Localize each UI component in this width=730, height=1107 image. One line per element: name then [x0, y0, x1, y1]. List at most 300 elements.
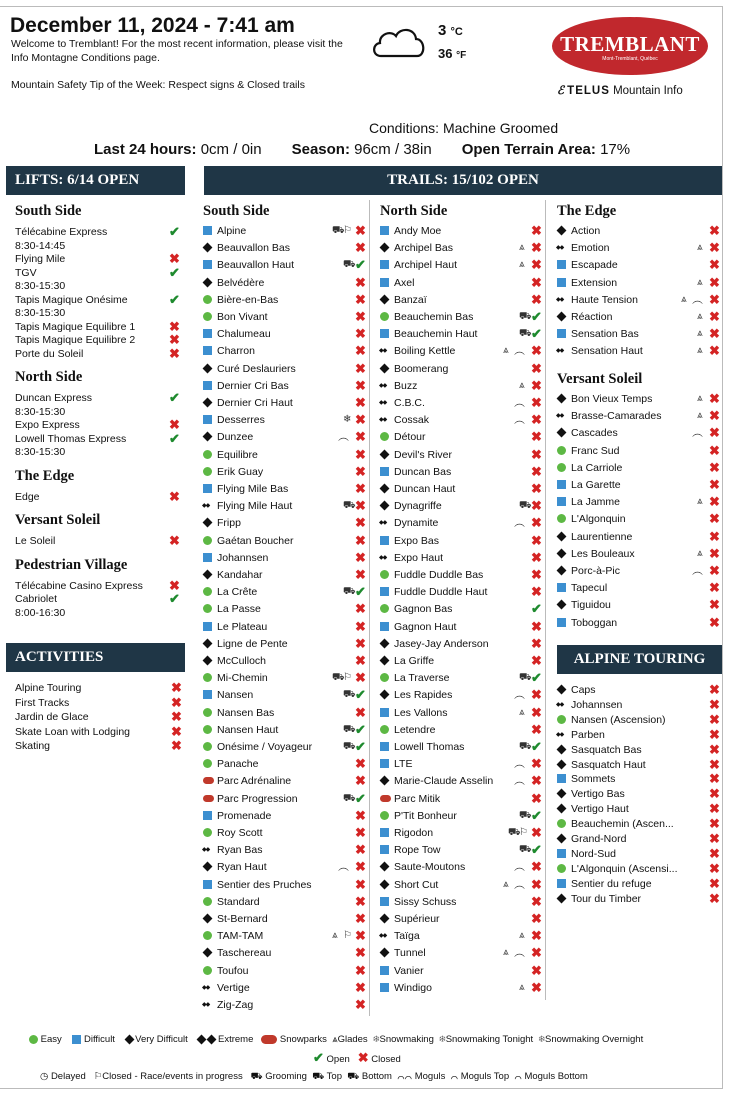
- top-rule: [0, 6, 722, 7]
- grooming-icon: ⛟: [519, 311, 532, 322]
- closed-x-icon: ✖: [531, 343, 542, 359]
- glades-icon: ⩓: [697, 242, 703, 254]
- closed-x-icon: ✖: [709, 442, 720, 458]
- glades-icon: ⩓: [332, 930, 338, 942]
- closed-x-icon: ✖: [709, 223, 720, 238]
- easy-icon: [380, 312, 389, 321]
- lift-name: Tapis Magique Equilibre 2: [15, 334, 136, 346]
- trail-name: Devil's River: [394, 448, 453, 461]
- snowmaking-icon: ❄: [343, 414, 352, 426]
- glades-icon: ⩓: [519, 706, 525, 718]
- closed-x-icon: ✖: [531, 584, 542, 600]
- closed-x-icon: ✖: [171, 723, 182, 739]
- closed-x-icon: ✖: [709, 511, 720, 527]
- legend-row-2: ✔ Open ✖ Closed: [313, 1050, 401, 1065]
- closed-x-icon: ✖: [355, 429, 366, 445]
- closed-x-icon: ✖: [355, 395, 366, 410]
- closed-x-icon: ✖: [531, 790, 542, 806]
- closed-x-icon: ✖: [531, 618, 542, 634]
- closed-x-icon: ✖: [709, 580, 720, 596]
- closed-x-icon: ✖: [531, 979, 542, 995]
- closed-x-icon: ✖: [531, 653, 542, 668]
- trail-name: Ryan Haut: [217, 861, 267, 874]
- trail-name: Extension: [571, 276, 618, 289]
- difficult-icon: [203, 553, 212, 562]
- grooming-icon: ⛟: [508, 827, 521, 838]
- difficult-icon: [557, 774, 566, 783]
- clock-icon: ◷: [40, 1071, 49, 1082]
- activity-name: First Tracks: [15, 696, 70, 709]
- closed-x-icon: ✖: [355, 481, 366, 496]
- very-difficult-icon: [380, 243, 390, 253]
- closed-x-icon: ✖: [531, 291, 542, 307]
- difficult-icon: [380, 759, 389, 768]
- open-check-icon: ✔: [531, 670, 542, 686]
- trail-name: Roy Scott: [217, 827, 263, 839]
- touring-name: Johannsen: [571, 698, 623, 711]
- very-difficult-icon: [557, 394, 567, 404]
- lifts-header: LIFTS: 6/14 OPEN: [6, 166, 185, 195]
- very-difficult-icon: [203, 570, 213, 580]
- trail-name: Vertige: [217, 981, 250, 994]
- lift-hours: 8:30-15:30: [15, 307, 66, 319]
- closed-x-icon: ✖: [531, 377, 542, 393]
- closed-x-icon: ✖: [709, 597, 720, 613]
- trail-name: Dernier Cri Haut: [217, 397, 293, 409]
- glades-icon: ⩓: [697, 328, 703, 340]
- trail-name: LTE: [394, 758, 413, 771]
- trail-name: Beauvallon Haut: [217, 259, 295, 272]
- open-check-icon: ✔: [355, 790, 366, 806]
- closed-x-icon: ✖: [355, 377, 366, 393]
- open-check-icon: ✔: [355, 687, 366, 703]
- trails-header: TRAILS: 15/102 OPEN: [204, 166, 722, 195]
- moguls-icon: ︵: [692, 293, 703, 306]
- very-difficult-icon: [124, 1035, 134, 1045]
- easy-icon: [203, 467, 212, 476]
- trail-name: Fuddle Duddle Haut: [394, 586, 488, 599]
- trail-name: TAM-TAM: [217, 930, 264, 943]
- trail-name: Porc-à-Pic: [571, 565, 621, 577]
- grooming-icon: ⛟: [343, 723, 356, 735]
- welcome-text: Welcome to Tremblant! For the most recent information, please visit the Info Montagne Conditions page.: [11, 38, 343, 64]
- trail-name: Flying Mile Haut: [217, 500, 293, 513]
- grooming-icon: ⛟: [519, 672, 532, 684]
- closed-x-icon: ✖: [709, 614, 720, 630]
- difficult-icon: [203, 381, 212, 390]
- touring-header: ALPINE TOURING: [557, 645, 722, 674]
- difficult-icon: [203, 484, 212, 493]
- closed-x-icon: ✖: [355, 979, 366, 995]
- trail-group-header: Versant Soleil: [557, 371, 643, 387]
- closed-x-icon: ✖: [531, 498, 542, 514]
- closed-x-icon: ✖: [531, 515, 542, 531]
- difficult-icon: [203, 260, 212, 269]
- closed-x-icon: ✖: [709, 682, 720, 697]
- lift-group-header: South Side: [15, 203, 82, 219]
- moguls-icon: ⌒⌒: [397, 1071, 413, 1082]
- moguls-icon: ︵: [338, 861, 349, 874]
- snowmaking-overnight-icon: ❄: [538, 1034, 545, 1045]
- closed-x-icon: ✖: [709, 741, 720, 757]
- closed-x-icon: ✖: [357, 1050, 369, 1065]
- closed-x-icon: ✖: [709, 845, 720, 861]
- moguls-icon: ︵: [514, 878, 525, 891]
- closed-x-icon: ✖: [355, 997, 366, 1012]
- very-difficult-icon: [380, 484, 390, 494]
- glades-icon: ⩓: [503, 947, 509, 959]
- open-check-icon: ✔: [169, 591, 180, 606]
- extreme-icon: ◆◆: [556, 731, 564, 738]
- trail-name: Sensation Bas: [571, 328, 639, 341]
- flag-icon: ⚐: [343, 225, 352, 236]
- closed-x-icon: ✖: [531, 945, 542, 961]
- closed-x-icon: ✖: [355, 945, 366, 961]
- very-difficult-icon: [557, 531, 567, 541]
- very-difficult-icon: [380, 638, 390, 648]
- glades-icon: ⩓: [503, 345, 509, 357]
- lift-hours: 8:30-15:30: [15, 405, 66, 418]
- trail-name: Rigodon: [394, 827, 434, 839]
- closed-x-icon: ✖: [355, 859, 366, 875]
- very-difficult-icon: [203, 656, 213, 666]
- difficult-icon: [380, 897, 389, 906]
- closed-x-icon: ✖: [709, 875, 720, 891]
- lift-name: Flying Mile: [15, 253, 66, 265]
- conditions-line: Conditions: Machine Groomed: [369, 120, 559, 136]
- very-difficult-icon: [203, 277, 213, 287]
- trail-name: Short Cut: [394, 878, 439, 891]
- column-divider-2: [545, 200, 546, 1000]
- very-difficult-icon: [203, 363, 213, 373]
- glades-icon: ⩓: [697, 276, 703, 288]
- open-check-icon: ✔: [169, 264, 180, 280]
- snow-stats: Last 24 hours: 0cm / 0in Season: 96cm / 38in Open Terrain Area: 17%: [94, 141, 631, 158]
- trail-name: Ligne de Pente: [217, 637, 288, 650]
- closed-x-icon: ✖: [531, 463, 542, 479]
- difficult-icon: [557, 879, 566, 888]
- very-difficult-icon: [557, 566, 567, 576]
- closed-x-icon: ✖: [355, 893, 366, 909]
- extreme-icon: ◆◆: [556, 348, 564, 355]
- difficult-icon: [557, 480, 566, 489]
- moguls-icon: ︵: [514, 517, 525, 530]
- grooming-icon: ⛟: [332, 672, 345, 684]
- trail-name: Expo Haut: [394, 551, 444, 564]
- trail-name: Beauchemin Haut: [394, 328, 478, 341]
- trail-name: Jasey-Jay Anderson: [394, 637, 489, 650]
- grooming-icon: ⛟: [343, 792, 356, 804]
- trail-name: Archipel Bas: [394, 242, 453, 255]
- closed-x-icon: ✖: [709, 831, 720, 846]
- trail-name: Détour: [394, 431, 426, 444]
- very-difficult-icon: [380, 501, 390, 511]
- trail-name: Cascades: [571, 427, 618, 440]
- trail-name: Standard: [217, 895, 260, 908]
- touring-name: Sentier du refuge: [571, 877, 652, 890]
- closed-x-icon: ✖: [355, 463, 366, 479]
- flag-icon: ⚐: [343, 930, 352, 942]
- very-difficult-icon: [203, 398, 213, 408]
- touring-name: Beauchemin (Ascen...: [571, 818, 674, 831]
- trail-name: Ryan Bas: [217, 844, 263, 857]
- trail-name: Charron: [217, 345, 255, 358]
- easy-icon: [203, 295, 212, 304]
- trail-name: Gaétan Boucher: [217, 534, 294, 547]
- closed-x-icon: ✖: [531, 721, 542, 737]
- closed-x-icon: ✖: [169, 318, 180, 334]
- telus-mountain-info: ℰ TELUS Mountain Info: [557, 85, 683, 97]
- trail-name: Dynagriffe: [394, 500, 442, 513]
- trail-name: La Traverse: [394, 672, 450, 685]
- top-icon: ⛟: [312, 1071, 325, 1082]
- difficult-icon: [203, 622, 212, 631]
- trail-group-header: The Edge: [557, 203, 617, 219]
- closed-x-icon: ✖: [709, 343, 720, 359]
- trail-name: Dunzee: [217, 431, 254, 444]
- moguls-icon: ︵: [514, 689, 525, 702]
- moguls-icon: ︵: [514, 861, 525, 874]
- closed-x-icon: ✖: [531, 223, 542, 238]
- closed-x-icon: ✖: [709, 240, 720, 256]
- extreme-icon: ◆◆: [202, 847, 210, 854]
- temperature-celsius: 3 °C: [438, 22, 463, 39]
- closed-x-icon: ✖: [531, 395, 542, 410]
- closed-x-icon: ✖: [171, 738, 182, 753]
- easy-icon: [380, 673, 389, 682]
- touring-name: Sommets: [571, 773, 616, 786]
- closed-x-icon: ✖: [709, 326, 720, 342]
- open-check-icon: ✔: [355, 739, 366, 754]
- closed-x-icon: ✖: [169, 417, 180, 432]
- closed-x-icon: ✖: [709, 696, 720, 712]
- very-difficult-icon: [557, 893, 567, 903]
- trail-name: Alpine: [217, 225, 247, 237]
- closed-x-icon: ✖: [531, 274, 542, 290]
- trail-name: Boiling Kettle: [394, 345, 456, 358]
- easy-icon: [380, 432, 389, 441]
- easy-icon: [203, 966, 212, 975]
- very-difficult-icon: [203, 914, 213, 924]
- easy-icon: [29, 1035, 38, 1044]
- cloud-icon: [369, 24, 429, 60]
- closed-x-icon: ✖: [355, 532, 366, 548]
- trail-name: Onésime / Voyageur: [217, 741, 313, 753]
- activity-name: Jardin de Glace: [15, 711, 89, 723]
- moguls-icon: ︵: [514, 397, 525, 409]
- difficult-icon: [203, 329, 212, 338]
- trail-name: Fuddle Duddle Bas: [394, 569, 484, 581]
- very-difficult-icon: [380, 862, 390, 872]
- difficult-icon: [380, 226, 389, 235]
- difficult-icon: [557, 849, 566, 858]
- closed-x-icon: ✖: [531, 429, 542, 445]
- open-check-icon: ✔: [169, 224, 180, 239]
- very-difficult-icon: [203, 518, 213, 528]
- closed-x-icon: ✖: [531, 962, 542, 978]
- trail-name: Equilibre: [217, 448, 258, 461]
- closed-x-icon: ✖: [709, 563, 720, 578]
- closed-x-icon: ✖: [355, 876, 366, 892]
- difficult-icon: [380, 742, 389, 751]
- easy-icon: [203, 931, 212, 940]
- trail-name: Nansen Haut: [217, 723, 279, 736]
- trail-name: Banzaï: [394, 293, 427, 306]
- difficult-icon: [203, 880, 212, 889]
- difficult-icon: [380, 536, 389, 545]
- moguls-icon: ︵: [692, 427, 703, 440]
- easy-icon: [203, 673, 212, 682]
- lift-name: Télécabine Casino Express: [15, 579, 143, 592]
- extreme-icon: ◆◆: [556, 245, 564, 252]
- closed-x-icon: ✖: [709, 425, 720, 441]
- trail-name: Dernier Cri Bas: [217, 379, 289, 392]
- trail-name: Toufou: [217, 964, 249, 977]
- open-check-icon: ✔: [169, 390, 180, 405]
- trail-name: Duncan Haut: [394, 483, 456, 495]
- trail-name: Toboggan: [571, 616, 618, 629]
- touring-name: L'Algonquin (Ascensi...: [571, 862, 678, 875]
- closed-x-icon: ✖: [709, 786, 720, 802]
- difficult-icon: [380, 329, 389, 338]
- activities-header: ACTIVITIES: [6, 643, 185, 672]
- trail-name: Beauchemin Bas: [394, 311, 474, 323]
- very-difficult-icon: [203, 862, 213, 872]
- very-difficult-icon: [557, 685, 567, 695]
- touring-name: Nansen (Ascension): [571, 713, 666, 726]
- open-check-icon: ✔: [531, 739, 542, 754]
- closed-x-icon: ✖: [531, 446, 542, 462]
- trail-name: Nansen Bas: [217, 706, 275, 719]
- closed-x-icon: ✖: [355, 635, 366, 651]
- difficult-icon: [203, 226, 212, 235]
- lift-name: Cabriolet: [15, 593, 58, 605]
- very-difficult-icon: [380, 776, 390, 786]
- lift-name: Edge: [15, 490, 40, 503]
- closed-x-icon: ✖: [355, 807, 366, 823]
- closed-x-icon: ✖: [355, 825, 366, 840]
- very-difficult-icon: [557, 312, 567, 322]
- closed-x-icon: ✖: [531, 893, 542, 909]
- grooming-icon: ⛟: [343, 689, 356, 701]
- trail-name: Bon Vivant: [217, 311, 268, 323]
- extreme-icon: ◆◆: [202, 1002, 210, 1008]
- easy-icon: [203, 828, 212, 837]
- moguls-icon: ︵: [514, 947, 525, 960]
- lift-group-header: The Edge: [15, 467, 75, 484]
- extreme-icon: [197, 1035, 207, 1045]
- glades-icon: ⩓: [519, 259, 525, 271]
- easy-icon: [557, 446, 566, 455]
- trail-group-header: South Side: [203, 203, 270, 219]
- moguls-top-icon: ⌒: [450, 1071, 459, 1082]
- grooming-icon: ⛟: [519, 500, 532, 512]
- grooming-icon: ⛟: [519, 328, 532, 340]
- closed-x-icon: ✖: [355, 911, 366, 926]
- easy-icon: [203, 708, 212, 717]
- closed-x-icon: ✖: [709, 494, 720, 510]
- difficult-icon: [380, 845, 389, 854]
- trail-name: Axel: [394, 276, 415, 289]
- grooming-icon: ⛟: [519, 809, 532, 821]
- grooming-icon: ⛟: [343, 259, 356, 271]
- glades-icon: ⩓: [697, 345, 703, 357]
- difficult-icon: [380, 622, 389, 631]
- glades-icon: ⩓: [681, 293, 687, 305]
- closed-x-icon: ✖: [531, 549, 542, 565]
- very-difficult-icon: [557, 548, 567, 558]
- closed-x-icon: ✖: [709, 890, 720, 906]
- trail-group-header: North Side: [380, 203, 448, 219]
- trail-name: Belvédère: [217, 276, 265, 289]
- easy-icon: [557, 715, 566, 724]
- difficult-icon: [380, 708, 389, 717]
- closed-x-icon: ✖: [171, 694, 182, 710]
- extreme-icon: ◆◆: [556, 296, 564, 303]
- closed-x-icon: ✖: [355, 498, 366, 514]
- very-difficult-icon: [203, 638, 213, 648]
- glades-icon: ⩓: [519, 930, 525, 942]
- closed-x-icon: ✖: [355, 928, 366, 944]
- lift-name: Tapis Magique Onésime: [15, 293, 128, 306]
- closed-x-icon: ✖: [355, 309, 366, 324]
- easy-icon: [380, 725, 389, 734]
- easy-icon: [203, 536, 212, 545]
- closed-x-icon: ✖: [169, 332, 180, 347]
- glades-icon: ⩓: [519, 242, 525, 254]
- open-check-icon: ✔: [313, 1050, 324, 1065]
- trail-name: Letendre: [394, 723, 436, 736]
- open-check-icon: ✔: [169, 291, 180, 307]
- difficult-icon: [557, 583, 566, 592]
- lift-hours: 8:30-15:30: [15, 446, 66, 458]
- legend-row-1: Easy Difficult Very Difficult Extreme Snowparks ⩓Glades ❄Snowmaking ❄Snowmaking Tonight ❄Snowmaking Overnight: [29, 1034, 643, 1045]
- very-difficult-icon: [380, 914, 390, 924]
- trail-name: Flying Mile Bas: [217, 483, 289, 495]
- closed-x-icon: ✖: [531, 481, 542, 496]
- closed-x-icon: ✖: [709, 459, 720, 475]
- extreme-icon: ◆◆: [202, 503, 210, 510]
- closed-x-icon: ✖: [531, 257, 542, 273]
- closed-x-icon: ✖: [169, 251, 180, 266]
- trail-name: Erik Guay: [217, 465, 264, 478]
- trail-name: St-Bernard: [217, 913, 268, 925]
- trail-name: La Crête: [217, 586, 258, 599]
- flag-icon: ⚐: [343, 672, 352, 684]
- activity-name: Alpine Touring: [15, 682, 82, 694]
- closed-x-icon: ✖: [531, 825, 542, 840]
- trail-name: Windigo: [394, 981, 432, 994]
- very-difficult-icon: [380, 879, 390, 889]
- trail-name: Panache: [217, 758, 259, 771]
- closed-x-icon: ✖: [709, 291, 720, 307]
- trail-name: Vanier: [394, 964, 424, 977]
- closed-x-icon: ✖: [709, 477, 720, 492]
- trail-name: P'Tit Bonheur: [394, 809, 457, 822]
- trail-name: C.B.C.: [394, 397, 425, 409]
- touring-name: Nord-Sud: [571, 847, 616, 860]
- very-difficult-icon: [203, 243, 213, 253]
- extreme-icon: ◆◆: [202, 984, 210, 991]
- open-check-icon: ✔: [531, 309, 542, 324]
- trail-name: Zig-Zag: [217, 999, 254, 1011]
- touring-name: Grand-Nord: [571, 833, 627, 845]
- grooming-icon: ⛟: [343, 500, 356, 512]
- very-difficult-icon: [380, 294, 390, 304]
- difficult-icon: [380, 828, 389, 837]
- activity-name: Skate Loan with Lodging: [15, 725, 131, 738]
- trail-name: Brasse-Camarades: [571, 410, 662, 423]
